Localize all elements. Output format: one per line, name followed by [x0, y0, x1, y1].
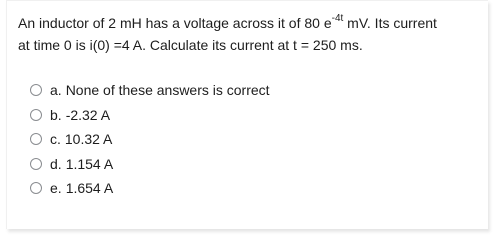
question-card	[6, 0, 488, 229]
option-letter: a.	[50, 82, 62, 99]
radio-button-b[interactable]	[30, 109, 42, 121]
option-letter: b.	[50, 106, 62, 123]
question-line1-end: mV. Its current	[343, 15, 437, 31]
question-exponent: -4t	[331, 13, 344, 25]
answer-option-a[interactable]	[30, 78, 470, 103]
option-letter: c.	[50, 131, 61, 148]
radio-button-e[interactable]	[30, 182, 42, 194]
option-label: 1.154 A	[65, 155, 114, 172]
option-label: 1.654 A	[65, 180, 114, 197]
answer-option-e[interactable]	[30, 176, 470, 201]
option-label: 10.32 A	[64, 131, 113, 148]
radio-button-a[interactable]	[30, 84, 42, 96]
option-letter: e.	[50, 180, 62, 197]
radio-button-d[interactable]	[30, 158, 42, 170]
question-line1-start: An inductor of 2 mH has a voltage across it of 80 e	[18, 15, 332, 31]
question-text	[18, 12, 480, 56]
answer-option-b[interactable]	[30, 103, 470, 128]
option-label: None of these answers is correct	[65, 82, 270, 99]
answer-option-d[interactable]	[30, 152, 470, 177]
radio-button-c[interactable]	[30, 133, 42, 145]
option-label: -2.32 A	[65, 106, 111, 123]
option-letter: d.	[50, 155, 62, 172]
answer-options	[30, 78, 470, 201]
question-line2: at time 0 is i(0) =4 A. Calculate its current at t = 250 ms.	[18, 37, 363, 53]
answer-option-c[interactable]	[30, 127, 470, 152]
